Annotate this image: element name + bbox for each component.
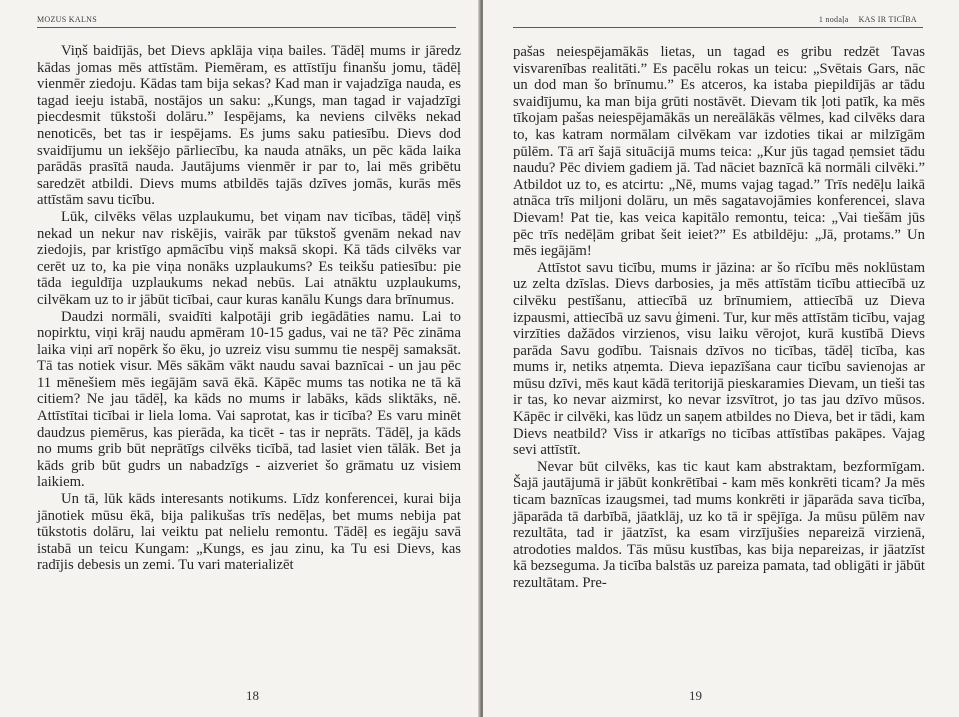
page-number: 19 (689, 688, 702, 703)
paragraph: Nevar būt cilvēks, kas tic kaut kam abstraktam, bezformīgam. Šajā jautājumā ir jābūt konkrētībai - kam mēs konkrēti ticam? Ja mēs ticam baznīcas izaugsmei, tad mums konkrēti ir jāparāda sava ticība, jāparāda tā darbībā, jāatklāj, uz ko tā ir spējīga. Ja mūsu pūlēm nav rezultāta, tad ir jāatzīst, ka esam virzījušies nepareizā virzienā, atrodoties maldos. Tās mūsu kustības, kas bija nepareizas, ir jāatzīst kā bezseguma. Ja ticība balstās uz pareiza pamata, tad obligāti ir jābūt rezultātam. Pre- (513, 458, 925, 591)
paragraph: Viņš baidījās, bet Dievs apklāja viņa bailes. Tādēļ mums ir jāredz kādas jomas mēs attīstām. Piemēram, es attīstīju finanšu jomu, tādēļ vienmēr ziedoju. Kādas tam bija sekas? Kad man ir vajadzīga nauda, es tagad ieeju istabā, nostājos un saku: „Kungs, man tagad ir vajadzīgi piecdesmit tūkstoši dolāru.” Iespējams, ka neviens cilvēks nekad nenoticēs, bet tas ir iespējams. Es jums saku patiesību. Dievs dod svaidījumu un iekšējo pārliecību, ka nauda atnāks, un pēc kāda laika parādās prasītā nauda. Jautājums vienmēr ir par to, lai mēs gribētu saredzēt atbildi. Dievs mums atbildēs tajās dzīves jomās, kurās mēs attīstām savu ticību. (37, 43, 461, 209)
header-rule (513, 27, 923, 28)
paragraph: pašas neiespējamākās lietas, un tagad es gribu redzēt Tavas visvarenības realitāti.” Es pacēlu rokas un teicu: „Svētais Gars, nāc un dod man šo brīnumu.” Es atceros, ka istaba piepildījās ar tādu svaidījumu, ka man bija grūti nostāvēt. Dievam tik ļoti patīk, ka mēs tīkojam pašas neiespējamākās un nereālākās vēlmes, kad cilvēks dara to, kas katram normālam cilvēkam var izdoties tikai ar milzīgām pūlēm. Tā arī šajā situācijā mums teica: „Kur jūs tagad ņemsiet tādu naudu? Pēc diviem gadiem jā. Tad nāciet baznīcā kā normāli cilvēki.” Atbildot uz to, es atcirtu: „Nē, mums vajag tagad.” Trīs nedēļu laikā atnāca trīs miljoni dolāru, un mēs sagatavojāmies konferencei, slava Dievam! Pat tie, kas veica kapitālo remontu, teica: „Vai tiešām jūs pēc trīs nedēļām gribat šeit ieiet?” Es atbildēju: „Jā, protams.” Un mēs iegājām! (513, 44, 925, 260)
right-page (483, 0, 959, 717)
body-text (513, 44, 925, 592)
running-head: MOZUS KALNS (37, 15, 97, 24)
chapter-label: 1 nodaļa (818, 15, 849, 24)
body-text (37, 43, 461, 574)
chapter-title: KAS IR TICĪBA (858, 15, 917, 24)
paragraph: Attīstot savu ticību, mums ir jāzina: ar šo rīcību mēs noklūstam uz zelta dzīslas. Dievs darbosies, ja mēs attīstām ticību attiecībā uz cilvēku pestīšanu, attiecībā uz brīnumiem, attiecībā uz Dieva izpausmi, attiecībā uz savu ģimeni. Tur, kur mēs attīstām ticību, vajag virzīties dažādos virzienos, visu laiku vērojot, kurā kustībā Dievs parāda Savu godību. Taisnais dzīvos no ticības, tādēļ ticība, kas mums ir, netiks atņemta. Dieva iepazīšana caur ticību savienojas ar mūsu dzīvi, mēs kaut kādā teritorijā pieskaramies Dievam, un tieši tas ir tas, ko nevar aizmirst, ko nevar izsvītrot, jo tas jau dzīvo mūsos. Kāpēc ir cilvēki, kas lūdz un saņem atbildes no Dieva, bet ir tādi, kam Dievs neatbild? Viss ir atkarīgs no ticības attīstības pakāpes. Vajag sevi attīstīt. (513, 259, 925, 459)
page-number: 18 (246, 688, 259, 703)
paragraph: Un tā, lūk kāds interesants notikums. Līdz konferencei, kurai bija jānotiek mūsu ēkā, bija palikušas trīs nedēļas, bet mums nebija pat tūkstotis dolāru, lai veiktu pat nelielu remontu. Tādēļ es iegāju savā istabā un teicu Kungam: „Kungs, es jau zinu, ka Tu esi Dievs, kas radījis debesis un zemi. Tu vari materializēt (37, 491, 461, 574)
header-rule (37, 27, 456, 28)
paragraph: Daudzi normāli, svaidīti kalpotāji grib iegādāties namu. Lai to nopirktu, viņi krāj naudu apmēram 10-15 gadus, vai ne tā? Pēc zināma laika viņi arī nopērk šo ēku, jo uzreiz visu summu tie nespēj samaksāt. Tā tas notiek visur. Mēs sākām vākt naudu savai baznīcai - un jau pēc 11 mēnešiem mēs iegājām savā ēkā. Kāpēc mums tas notika ne tā kā citiem? Ne jau tādēļ, ka kāds no mums ir labāks, kāds sliktāks, nē. Attīstītai ticībai ir liela loma. Vai saprotat, kas ir ticība? Es varu minēt daudzus piemērus, kas pierāda, ka ticēt - tas ir neprāts. Tādēļ, ja kāds no mums grib būt neprātīgs cilvēks ticībā, tad lasiet vien tālāk. Bet ja kāds grib būt gudrs un nabadzīgs - aizveriet šo grāmatu uz visiem laikiem. (37, 308, 461, 491)
paragraph: Lūk, cilvēks vēlas uzplaukumu, bet viņam nav ticības, tādēļ viņš nekad un nekur nav riskējis, vairāk par tūkstoš gvenām nekad nav ziedojis, par kristīgo apmācību viņš maksā skopi. Kā tāds cilvēks var cerēt uz to, ka pie viņa nonāks uzplaukums? Es teikšu patiesību: pie tāda ieguldīja uzplaukums nekad nebūs. Lai atnāktu uzplaukums, cilvēkam uz to ir jābūt ticībai, caur kuras kanālu Kungs dara brīnumus. (37, 208, 461, 308)
running-head (819, 15, 917, 24)
